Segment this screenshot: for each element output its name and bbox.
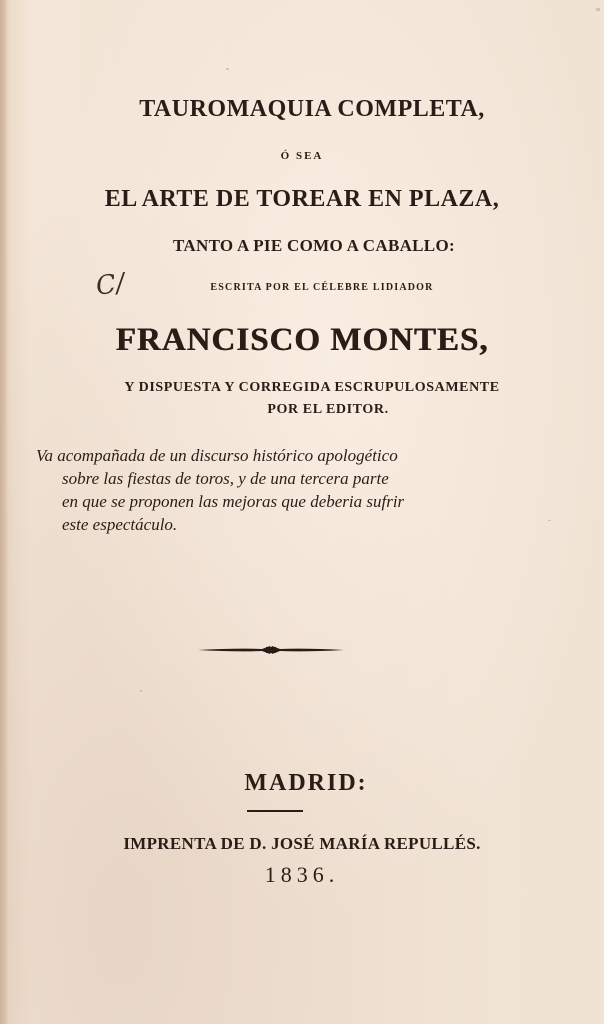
editor-note-line-2: POR EL EDITOR.: [267, 402, 389, 417]
editor-note-line-1: Y DISPUESTA Y CORREGIDA ESCRUPULOSAMENTE: [124, 380, 500, 395]
book-title: TAUROMAQUIA COMPLETA,: [139, 96, 485, 122]
book-subtitle-line-1: EL ARTE DE TOREAR EN PLAZA,: [104, 186, 500, 212]
book-subtitle-line-2: TANTO A PIE COMO A CABALLO:: [173, 236, 455, 255]
handwritten-mark: C/: [94, 268, 127, 302]
description-line-1: Va acompañada de un discurso histórico apologético: [36, 446, 398, 465]
ornamental-divider-icon: [196, 644, 346, 656]
title-connector: Ó SEA: [280, 150, 324, 162]
imprint-printer: IMPRENTA DE D. JOSÉ MARÍA REPULLÉS.: [123, 834, 481, 853]
paper-speck: [140, 690, 142, 692]
description-line-4: este espectáculo.: [62, 515, 178, 534]
description-line-3: en que se proponen las mejoras que deberia sufrir: [62, 492, 405, 511]
imprint-year: 1836.: [264, 862, 340, 887]
paper-speck: [596, 8, 600, 11]
author-name: FRANCISCO MONTES,: [115, 322, 489, 358]
imprint-rule: [247, 810, 303, 812]
paper-speck: [226, 68, 229, 70]
author-intro: ESCRITA POR EL CÉLEBRE LIDIADOR: [210, 282, 434, 293]
paper-speck: [548, 520, 551, 521]
description-line-2: sobre las fiestas de toros, y de una tercera parte: [62, 469, 389, 488]
imprint-place: MADRID:: [244, 770, 368, 796]
